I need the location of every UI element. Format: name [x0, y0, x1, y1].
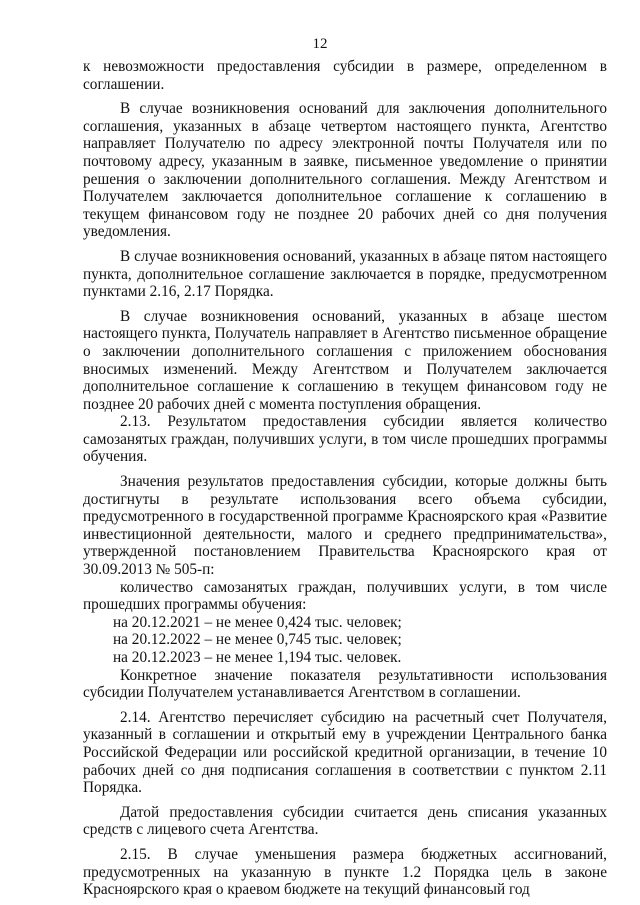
list-item: на 20.12.2023 – не менее 1,194 тыс. человек. [113, 649, 402, 666]
paragraph: 2.13. Результатом предоставления субсидии является количество самозанятых граждан, получивших услуги, в том числе прошедших программы обучения. [83, 413, 607, 466]
paragraph: Конкретное значение показателя результативности использования субсидии Получателем устанавливается Агентством в соглашении. [83, 666, 607, 702]
list-item: на 20.12.2022 – не менее 0,745 тыс. человек; [113, 631, 402, 649]
page-number: 12 [312, 36, 328, 52]
paragraph: В случае возникновения оснований, указанных в абзаце шестом настоящего пункта, Получатель направляет в Агентство письменное обращение о заключении дополнительного соглашения с приложением обоснования вносимых изменений. Между Агентством и Получателем заключается дополнительное соглашение к соглашению в текущем финансовом году не позднее 20 рабочих дней с момента поступления обращения. [83, 307, 607, 413]
paragraph: количество самозанятых граждан, получивших услуги, в том числе прошедших программы обучения: [83, 578, 607, 614]
paragraph: В случае возникновения оснований для заключения дополнительного соглашения, указанных в абзаце четвертом настоящего пункта, Агентство направляет Получателю по адресу электронной почты Получателя или по почтовому адресу, указанным в заявке, письменное уведомление о принятии решения о заключении дополнительного соглашения. Между Агентством и Получателем заключается дополнительное соглашение к соглашению в текущем финансовом году не позднее 20 рабочих дней со дня получения уведомления. [83, 100, 607, 241]
paragraph: В случае возникновения оснований, указанных в абзаце пятом настоящего пункта, дополнительное соглашение заключается в порядке, предусмотренном пунктами 2.16, 2.17 Порядка. [83, 247, 607, 301]
list-item: на 20.12.2021 – не менее 0,424 тыс. человек; [113, 613, 402, 631]
paragraph: к невозможности предоставления субсидии в размере, определенном в соглашении. [83, 58, 607, 93]
paragraph: Датой предоставления субсидии считается день списания указанных средств с лицевого счета Агентства. [83, 803, 607, 839]
document-body [83, 58, 607, 899]
paragraph: 2.15. В случае уменьшения размера бюджетных ассигнований, предусмотренных на указанную в пункте 1.2 Порядка цель в законе Красноярского края о краевом бюджете на текущий финансовый год [83, 845, 607, 899]
paragraph: 2.14. Агентство перечисляет субсидию на расчетный счет Получателя, указанный в соглашении и открытый ему в учреждении Центрального банка Российской Федерации или российской кредитной организации, в течение 10 рабочих дней со дня подписания соглашения в соответствии с пунктом 2.11 Порядка. [83, 708, 607, 797]
paragraph: Значения результатов предоставления субсидии, которые должны быть достигнуты в результате использования всего объема субсидии, предусмотренного в государственной программе Красноярского края «Развитие инвестиционной деятельности, малого и среднего предпринимательства», утвержденной постановлением Правительства Красноярского края от 30.09.2013 № 505-п: [83, 473, 607, 579]
